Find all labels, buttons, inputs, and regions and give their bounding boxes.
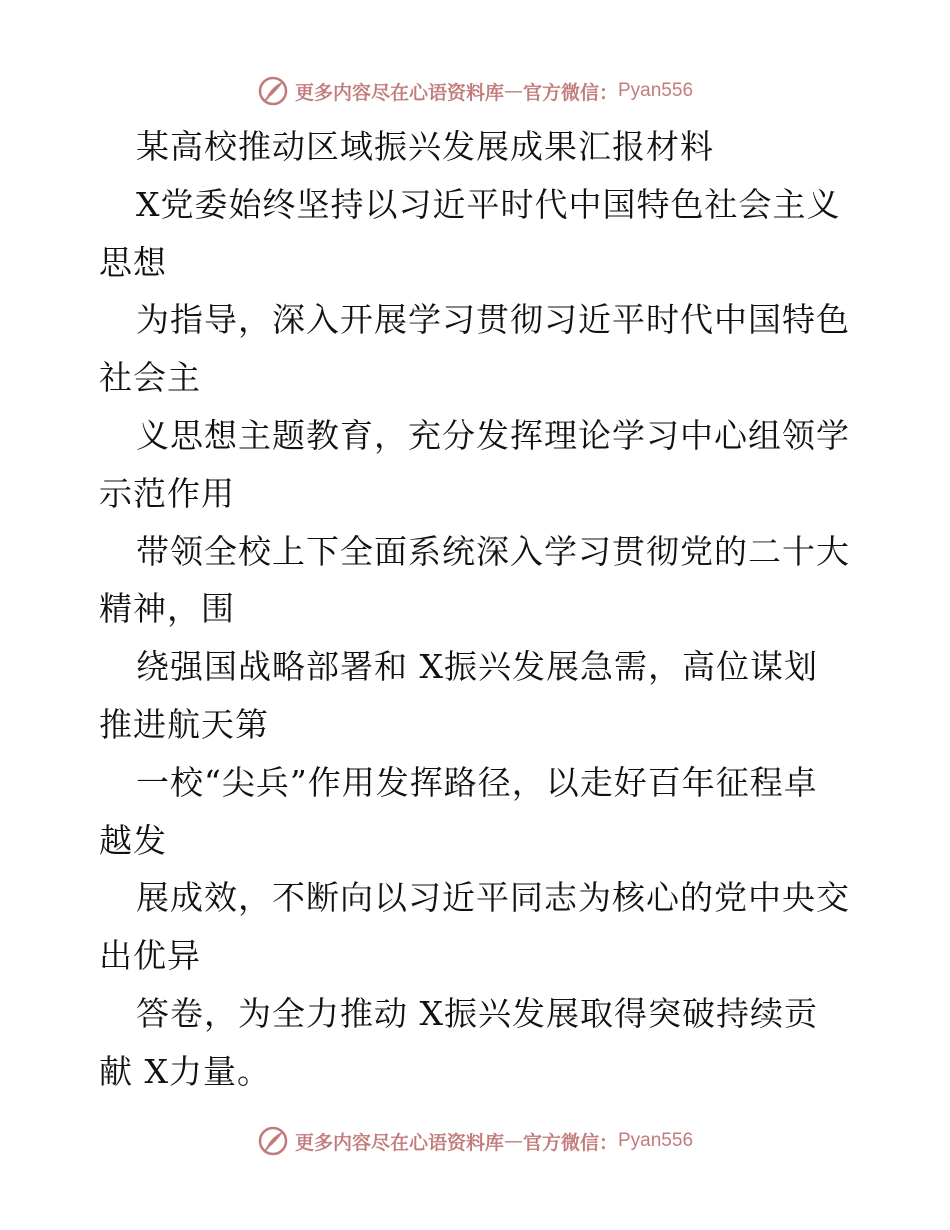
paragraph-line: 展成效，不断向以习近平同志为核心的党中央交 bbox=[136, 878, 850, 918]
paragraph-line: 社会主 bbox=[99, 358, 201, 398]
quill-logo-icon bbox=[257, 75, 289, 107]
watermark-label: 官方微信： bbox=[522, 1131, 618, 1154]
watermark-label: 官方微信： bbox=[522, 81, 618, 104]
watermark-handle: Pyan556 bbox=[618, 1130, 694, 1151]
header-watermark bbox=[0, 71, 950, 111]
paragraph-line: 为指导，深入开展学习贯彻习近平时代中国特色 bbox=[136, 300, 850, 340]
document-title: 某高校推动区域振兴发展成果汇报材料 bbox=[136, 127, 714, 166]
quill-logo-icon bbox=[257, 1125, 289, 1157]
paragraph-line: 示范作用 bbox=[99, 473, 235, 513]
watermark-text: 更多内容尽在心语资料库 bbox=[294, 1131, 504, 1154]
paragraph-line: 一校“尖兵”作用发挥路径，以走好百年征程卓 bbox=[136, 762, 818, 802]
watermark-text: 更多内容尽在心语资料库 bbox=[294, 81, 504, 104]
paragraph-line: 推进航天第 bbox=[99, 704, 269, 744]
watermark-separator: — bbox=[503, 80, 523, 102]
watermark-separator: — bbox=[503, 1130, 523, 1152]
paragraph-line: X党委始终坚持以习近平时代中国特色社会主义 bbox=[136, 184, 841, 224]
watermark-handle: Pyan556 bbox=[618, 80, 694, 101]
document-body bbox=[99, 118, 859, 1101]
paragraph-line: 义思想主题教育，充分发挥理论学习中心组领学 bbox=[136, 415, 850, 455]
paragraph-line: 献 X力量。 bbox=[99, 1051, 271, 1091]
paragraph-line: 答卷，为全力推动 X振兴发展取得突破持续贡 bbox=[136, 993, 818, 1033]
footer-watermark bbox=[0, 1121, 950, 1161]
paragraph-line: 思想 bbox=[99, 242, 167, 282]
paragraph-line: 绕强国战略部署和 X振兴发展急需，高位谋划 bbox=[136, 647, 818, 687]
paragraph-line: 精神，围 bbox=[99, 589, 235, 629]
paragraph-line: 越发 bbox=[99, 820, 167, 860]
paragraph-line: 出优异 bbox=[99, 936, 201, 976]
paragraph-line: 带领全校上下全面系统深入学习贯彻党的二十大 bbox=[136, 531, 850, 571]
